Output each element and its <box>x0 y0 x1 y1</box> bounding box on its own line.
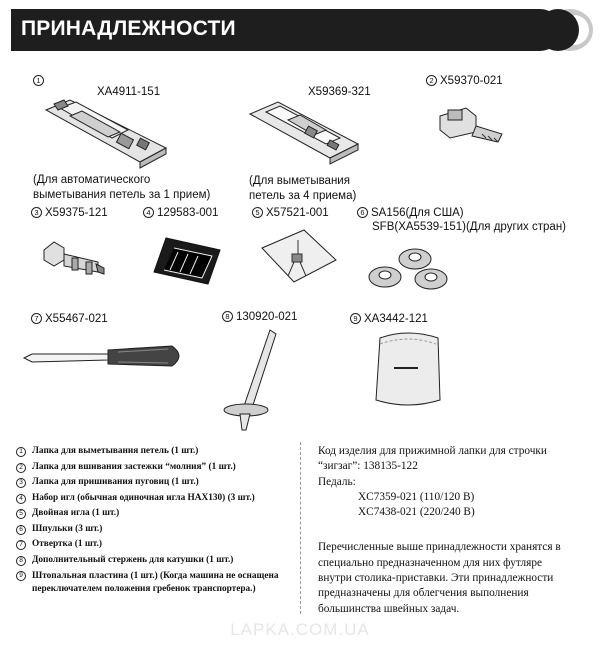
list-item: 5 Двойная игла (1 шт.) <box>16 506 296 522</box>
darning-plate-image <box>370 330 446 410</box>
pedal-code-1: XC7359-021 (110/120 В) <box>358 490 475 503</box>
needle-set-image <box>152 236 222 286</box>
buttonhole-foot-4-image <box>248 98 360 166</box>
part1-note-line1: (Для автоматического <box>33 174 151 186</box>
part5-label: 5 X57521-001 <box>252 207 329 219</box>
zigzag-code-line2: “зигзаг”: 138135-122 <box>318 460 418 473</box>
pedal-label: Педаль: <box>318 475 356 488</box>
part4-label: 4 129583-001 <box>143 207 218 219</box>
part1b-code: X59369-321 <box>308 86 371 98</box>
part1b-note-line1: (Для выметывания <box>249 175 350 187</box>
list-item: 3 Лапка для пришивания пуговиц (1 шт.) <box>16 475 296 491</box>
spool-pin-image <box>222 328 282 434</box>
screwdriver-image <box>22 340 188 374</box>
bobbins-image <box>365 245 455 295</box>
list-item: 2 Лапка для вшивания застежки “молния” (1 шт.) <box>16 460 296 476</box>
pedal-code-2: XC7438-021 (220/240 В) <box>358 506 475 519</box>
zipper-foot-image <box>436 104 508 146</box>
list-item: 4 Набор игл (обычная одиночная игла HAX130) (3 шт.) <box>16 491 296 507</box>
storage-line1: Перечисленные выше принадлежности хранятся в <box>318 541 561 554</box>
storage-line3: внутри столика-приставки. Эти принадлежности <box>318 572 554 585</box>
info-column <box>318 444 593 617</box>
accessories-list <box>16 444 296 595</box>
storage-line2: специально предназначенном для них футляре <box>318 556 543 569</box>
storage-line4: предназначены для облегчения выполнения <box>318 587 529 600</box>
part8-label: 8 130920-021 <box>222 311 297 323</box>
part1-number: 1 <box>33 75 47 87</box>
page-header <box>11 9 593 51</box>
twin-needle-image <box>258 226 338 286</box>
part9-label: 9 XA3442-121 <box>350 313 428 325</box>
part2-label: 2 X59370-021 <box>426 75 503 87</box>
part6-label-line2: SFB(XA5539-151)(Для других стран) <box>372 221 566 233</box>
watermark: LAPKA.COM.UA <box>230 620 370 639</box>
list-item: 9 Штопальная пластина (1 шт.) (Когда машина не оснащена переключателем положения гребенок транспортера.) <box>16 568 296 595</box>
part1-note-line2: выметывания петель за 1 прием) <box>33 189 211 201</box>
list-item: 8 Дополнительный стержень для катушки (1 шт.) <box>16 553 296 569</box>
part1-code: XA4911-151 <box>97 86 161 98</box>
page-title: ПРИНАДЛЕЖНОСТИ <box>21 17 236 40</box>
part7-label: 7 X55467-021 <box>31 313 108 325</box>
column-divider <box>300 442 301 614</box>
list-item: 7 Отвертка (1 шт.) <box>16 537 296 553</box>
part6-label-line1: 6 SA156(Для США) <box>357 207 464 219</box>
list-item: 6 Шпульки (3 шт.) <box>16 522 296 538</box>
list-item: 1 Лапка для выметывания петель (1 шт.) <box>16 444 296 460</box>
buttonhole-foot-1-image <box>40 96 170 168</box>
header-cap <box>537 9 579 51</box>
part3-label: 3 X59375-121 <box>31 207 108 219</box>
zigzag-code-line1: Код изделия для прижимной лапки для строчки <box>318 445 547 457</box>
part1b-note-line2: петель за 4 приема) <box>249 190 357 202</box>
storage-line5: большинства швейных задач. <box>318 602 460 615</box>
button-sewing-foot-image <box>40 240 106 280</box>
